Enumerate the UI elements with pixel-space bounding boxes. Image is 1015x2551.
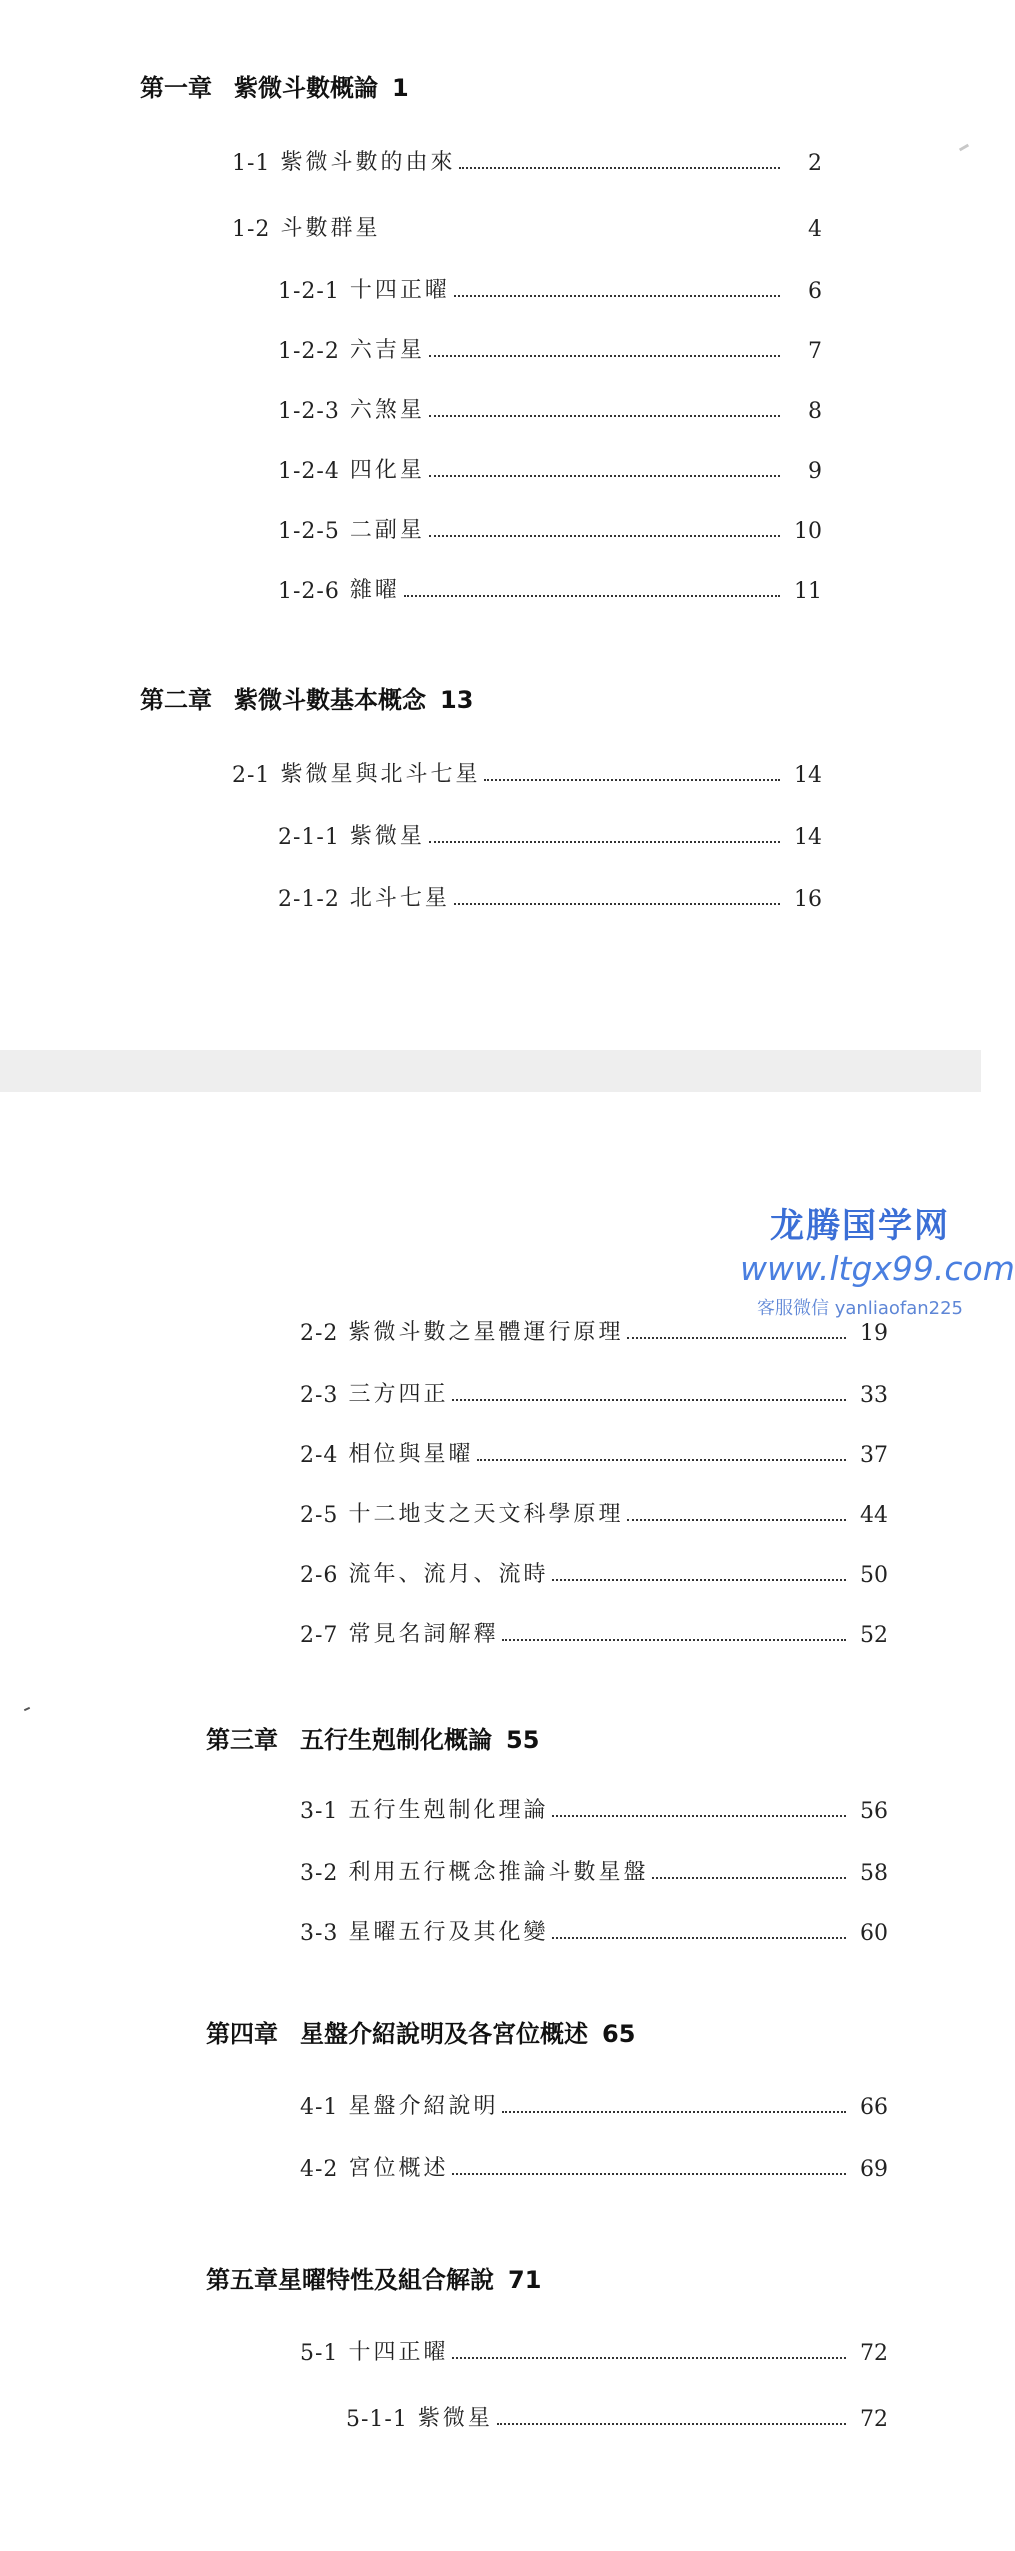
- dot-leader: [627, 1519, 846, 1521]
- chapter-page: 1: [392, 74, 409, 102]
- dot-leader: [502, 1639, 846, 1641]
- dot-leader: [652, 1877, 846, 1879]
- chapter-number: 第四章: [206, 2020, 278, 2048]
- dot-leader: [452, 1399, 846, 1401]
- page-number: 56: [860, 1799, 888, 1824]
- section-number: 2-1: [232, 763, 271, 788]
- dot-leader: [552, 1937, 846, 1939]
- toc-entry: [278, 570, 822, 604]
- dot-leader: [454, 903, 780, 905]
- toc-entry: [300, 2148, 888, 2182]
- section-title: 四化星: [349, 458, 425, 483]
- dot-leader: [627, 1337, 846, 1339]
- section-title: 二副星: [349, 518, 425, 543]
- section-number: 4-1: [300, 2095, 339, 2120]
- page-number: 33: [860, 1383, 888, 1408]
- section-title: 三方四正: [348, 1382, 449, 1407]
- toc-entry: [300, 2332, 888, 2366]
- section-title: 相位與星曜: [348, 1442, 474, 1467]
- page-number: 7: [808, 339, 822, 364]
- watermark-url: www.ltgx99.com: [740, 1249, 1015, 1288]
- toc-entry: [278, 390, 822, 424]
- chapter-page: 13: [440, 686, 474, 714]
- section-title: 六煞星: [349, 398, 425, 423]
- page-number: 60: [860, 1921, 888, 1946]
- dot-leader: [484, 779, 780, 781]
- site-watermark: [740, 1198, 1015, 1320]
- page-number: 8: [808, 399, 822, 424]
- section-title: 紫微星: [417, 2406, 493, 2431]
- toc-entry: [232, 142, 822, 176]
- page-number: 37: [860, 1443, 888, 1468]
- dot-leader: [429, 535, 780, 537]
- page-number: 10: [794, 519, 822, 544]
- dot-leader: [452, 2357, 846, 2359]
- section-number: 1-2-2: [278, 339, 340, 364]
- chapter-title: 五行生剋制化概論: [300, 1726, 492, 1754]
- chapter-2-heading: [140, 680, 473, 715]
- section-title: 常見名詞解釋: [348, 1622, 499, 1647]
- section-number: 2-5: [300, 1503, 339, 1528]
- section-number: 1-2: [232, 217, 271, 242]
- toc-entry: [300, 1312, 888, 1346]
- scan-mark: [959, 144, 969, 152]
- section-number: 1-2-4: [278, 459, 340, 484]
- toc-entry: [300, 1912, 888, 1946]
- section-number: 2-1-1: [278, 825, 340, 850]
- page-number: 2: [808, 151, 822, 176]
- section-number: 5-1-1: [346, 2407, 408, 2432]
- page-number: 66: [860, 2095, 888, 2120]
- page-number: 6: [808, 279, 822, 304]
- toc-entry: [300, 2086, 888, 2120]
- section-number: 1-1: [232, 151, 271, 176]
- section-title: 十二地支之天文科學原理: [348, 1502, 624, 1527]
- section-title: 十四正曜: [348, 2340, 449, 2365]
- page-number: 11: [794, 579, 822, 604]
- section-number: 5-1: [300, 2341, 339, 2366]
- chapter-title: 星盤介紹說明及各宮位概述: [300, 2020, 588, 2048]
- section-title: 斗數群星: [280, 216, 381, 241]
- section-title: 五行生剋制化理論: [348, 1798, 549, 1823]
- page-number: 58: [860, 1861, 888, 1886]
- section-title: 利用五行概念推論斗數星盤: [348, 1860, 649, 1885]
- section-number: 2-7: [300, 1623, 339, 1648]
- section-title: 北斗七星: [349, 886, 450, 911]
- page-number: 50: [860, 1563, 888, 1588]
- dot-leader: [429, 841, 780, 843]
- toc-entry: [300, 1374, 888, 1408]
- chapter-title: 星曜特性及組合解說: [278, 2266, 494, 2294]
- watermark-title: 龙腾国学网: [770, 1206, 950, 1246]
- toc-page-1: [0, 0, 981, 1050]
- dot-leader: [552, 1579, 846, 1581]
- section-number: 3-1: [300, 1799, 339, 1824]
- page-number: 4: [808, 217, 822, 242]
- page-number: 14: [794, 763, 822, 788]
- toc-entry: [300, 1614, 888, 1648]
- section-number: 2-3: [300, 1383, 339, 1408]
- toc-entry: [300, 1554, 888, 1588]
- dot-leader: [502, 2111, 846, 2113]
- toc-entry: [300, 1790, 888, 1824]
- section-number: 1-2-6: [278, 579, 340, 604]
- dot-leader: [429, 475, 780, 477]
- toc-entry: [300, 1852, 888, 1886]
- section-number: 1-2-5: [278, 519, 340, 544]
- page-number: 44: [860, 1503, 888, 1528]
- section-title: 星盤介紹說明: [348, 2094, 499, 2119]
- section-number: 1-2-3: [278, 399, 340, 424]
- section-number: 2-2: [300, 1321, 339, 1346]
- chapter-page: 71: [508, 2266, 542, 2294]
- page-number: 19: [860, 1321, 888, 1346]
- section-title: 紫微星: [349, 824, 425, 849]
- section-title: 十四正曜: [349, 278, 450, 303]
- section-title: 流年、流月、流時: [348, 1562, 549, 1587]
- toc-entry: [278, 330, 822, 364]
- chapter-number: 第三章: [206, 1726, 278, 1754]
- section-number: 3-3: [300, 1921, 339, 1946]
- dot-leader: [429, 355, 780, 357]
- section-number: 2-4: [300, 1443, 339, 1468]
- dot-leader: [452, 2173, 846, 2175]
- toc-entry: [300, 1434, 888, 1468]
- watermark-contact: 客服微信 yanliaofan225: [757, 1298, 963, 1319]
- toc-entry: [278, 510, 822, 544]
- page-number: 52: [860, 1623, 888, 1648]
- section-number: 3-2: [300, 1861, 339, 1886]
- toc-entry: [300, 1494, 888, 1528]
- chapter-title: 紫微斗數概論: [234, 74, 378, 102]
- page-number: 72: [860, 2407, 888, 2432]
- dot-leader: [477, 1459, 846, 1461]
- chapter-number: 第一章: [140, 74, 212, 102]
- section-number: 2-6: [300, 1563, 339, 1588]
- dot-leader: [454, 295, 780, 297]
- section-title: 紫微斗數之星體運行原理: [348, 1320, 624, 1345]
- chapter-5-heading: [206, 2260, 541, 2295]
- dot-leader: [497, 2423, 846, 2425]
- section-number: 4-2: [300, 2157, 339, 2182]
- section-title: 六吉星: [349, 338, 425, 363]
- page-number: 14: [794, 825, 822, 850]
- section-title: 紫微斗數的由來: [280, 150, 456, 175]
- chapter-page: 55: [506, 1726, 540, 1754]
- chapter-3-heading: [206, 1720, 539, 1755]
- chapter-1-heading: [140, 68, 409, 103]
- chapter-number: 第五章: [206, 2266, 278, 2294]
- toc-entry: [278, 878, 822, 912]
- toc-entry: [278, 450, 822, 484]
- dot-leader: [429, 415, 780, 417]
- section-title: 雜曜: [349, 578, 400, 603]
- dot-leader: [552, 1815, 846, 1817]
- dot-leader: [459, 167, 780, 169]
- toc-entry: [232, 754, 822, 788]
- section-title: 星曜五行及其化變: [348, 1920, 549, 1945]
- section-number: 2-1-2: [278, 887, 340, 912]
- section-number: 1-2-1: [278, 279, 340, 304]
- page-number: 69: [860, 2157, 888, 2182]
- page-number: 16: [794, 887, 822, 912]
- section-title: 紫微星與北斗七星: [280, 762, 481, 787]
- page-number: 72: [860, 2341, 888, 2366]
- dot-leader: [404, 595, 780, 597]
- page-number: 9: [808, 459, 822, 484]
- toc-entry: [232, 208, 822, 242]
- page-gap: [0, 1050, 981, 1092]
- chapter-number: 第二章: [140, 686, 212, 714]
- toc-entry: [346, 2398, 888, 2432]
- section-title: 宮位概述: [348, 2156, 449, 2181]
- chapter-title: 紫微斗數基本概念: [234, 686, 426, 714]
- toc-entry: [278, 270, 822, 304]
- chapter-4-heading: [206, 2014, 635, 2049]
- toc-entry: [278, 816, 822, 850]
- chapter-page: 65: [602, 2020, 636, 2048]
